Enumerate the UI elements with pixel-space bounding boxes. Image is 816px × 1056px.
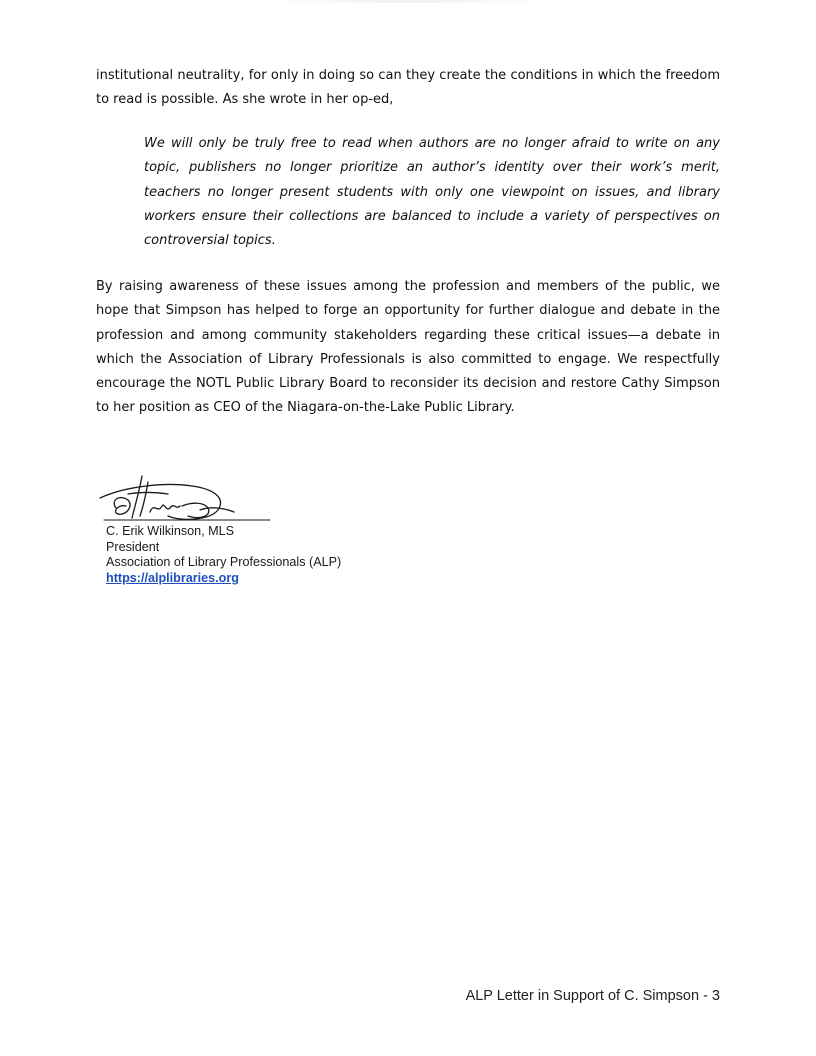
signer-title: President [106,539,160,554]
signer-organization: Association of Library Professionals (ALP) [106,555,342,569]
page-top-edge [270,0,546,3]
paragraph-closing: By raising awareness of these issues among the profession and members of the public, we hope that Simpson has helped to forge an opportunity for further dialogue and debate in the profession and among community stakeholders regarding these critical issues—a debate in which the Association of Library Professionals is also committed to engage. We respectfully encourage the NOTL Public Library Board to reconsider its decision and restore Cathy Simpson to her position as CEO of the Niagara-on-the-Lake Public Library. [96,279,720,416]
organization-website-link[interactable]: https://alplibraries.org [106,570,239,585]
signature-block [106,524,341,586]
block-quote: We will only be truly free to read when authors are no longer afraid to write on any topic, publishers no longer prioritize an author’s identity over their work’s merit, teachers no longer present students with only one viewpoint on issues, and library workers ensure their collections are balanced to include a variety of perspectives on controversial topics. [144,136,720,249]
page-footer: ALP Letter in Support of C. Simpson - 3 [465,988,720,1004]
paragraph-continuation: institutional neutrality, for only in doing so can they create the conditions in which the freedom to read is possible. As she wrote in her op-ed, [96,68,720,108]
handwritten-signature [96,472,276,532]
signer-name: C. Erik Wilkinson, MLS [106,524,235,538]
